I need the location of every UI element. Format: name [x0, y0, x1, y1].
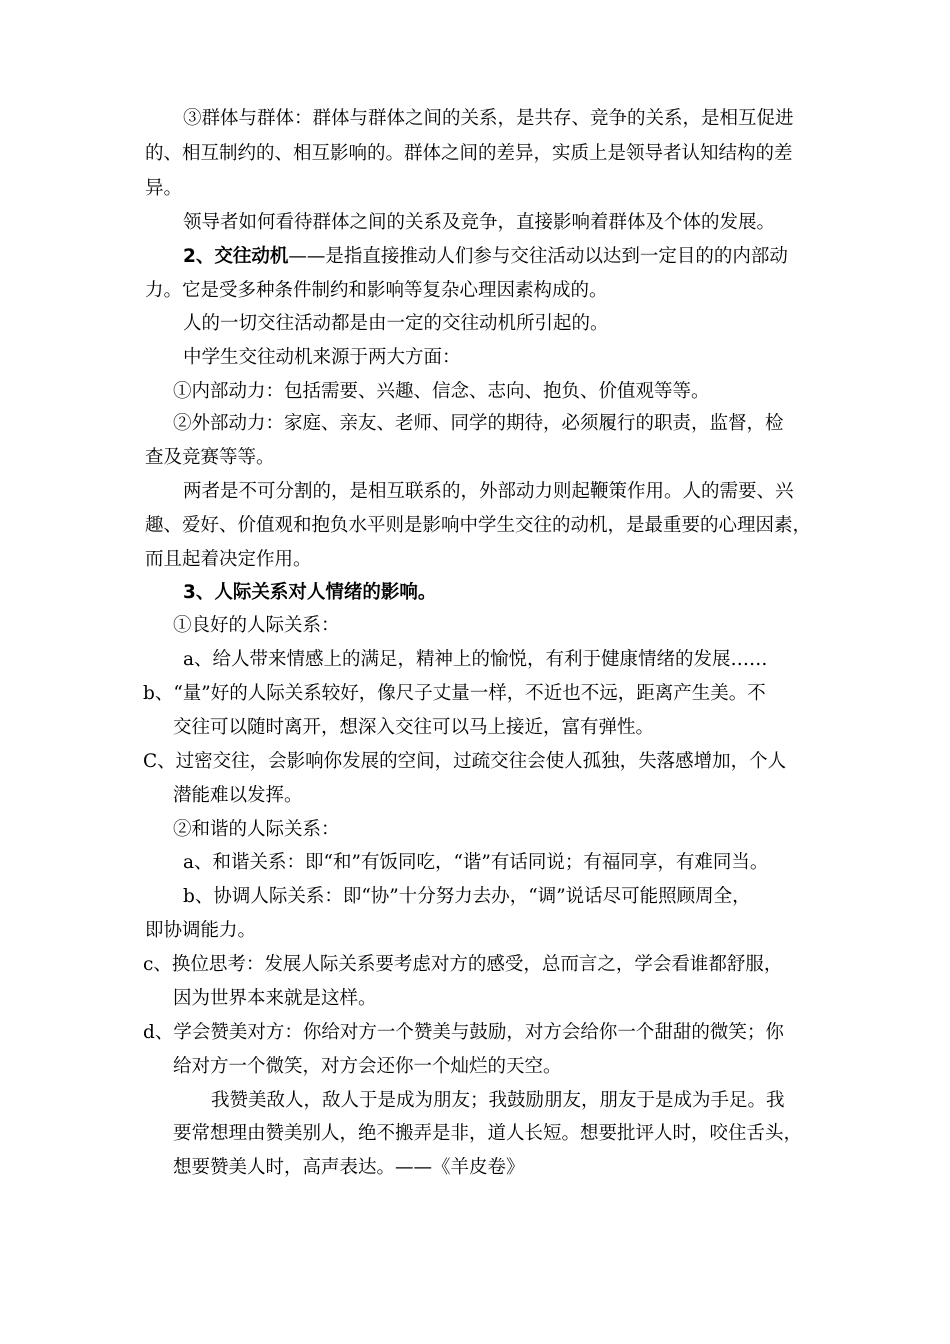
- subheading-line: ②和谐的人际关系：: [173, 819, 340, 840]
- paragraph-line: 而且起着决定作用。: [145, 549, 312, 570]
- paragraph-line: 趣、爱好、价值观和抱负水平则是影响中学生交往的动机，是最重要的心理因素，: [145, 515, 812, 536]
- paragraph-line: 人的一切交往活动都是由一定的交往动机所引起的。: [183, 313, 609, 334]
- paragraph-line: ②外部动力：家庭、亲友、老师、同学的期待，必须履行的职责，监督，检: [173, 413, 784, 434]
- list-item: d、学会赞美对方：你给对方一个赞美与鼓励，对方会给你一个甜甜的微笑；你: [143, 1022, 784, 1043]
- heading-definition: ——是指直接推动人们参与交往活动以达到一定目的的内部动: [288, 246, 788, 267]
- list-item-continuation: 因为世界本来就是这样。: [173, 988, 377, 1009]
- list-item: a、和谐关系：即“和”有饭同吃，“谐”有话同说；有福同享，有难同当。: [183, 852, 769, 873]
- paragraph-line: 的、相互制约的、相互影响的。群体之间的差异，实质上是领导者认知结构的差: [145, 143, 793, 164]
- section-heading: 3、人际关系对人情绪的影响。: [183, 582, 437, 603]
- paragraph-line: ①内部动力：包括需要、兴趣、信念、志向、抱负、价值观等等。: [173, 381, 710, 402]
- paragraph-line: 两者是不可分割的，是相互联系的，外部动力则起鞭策作用。人的需要、兴: [183, 481, 794, 502]
- paragraph-line: 中学生交往动机来源于两大方面：: [183, 347, 461, 368]
- subheading-line: ①良好的人际关系：: [173, 615, 340, 636]
- paragraph-line: 力。它是受多种条件制约和影响等复杂心理因素构成的。: [145, 280, 608, 301]
- quote-line: 想要赞美人时，高声表达。——《羊皮卷》: [173, 1157, 525, 1178]
- list-item-continuation: 潜能难以发挥。: [173, 785, 303, 806]
- list-item: a、给人带来情感上的满足，精神上的愉悦，有利于健康情绪的发展……: [183, 649, 768, 670]
- list-item: b、协调人际关系：即“协”十分努力去办，“调”说话尽可能照顾周全，: [183, 886, 751, 907]
- quote-line: 要常想理由赞美别人，绝不搬弄是非，道人长短。想要批评人时，咬住舌头，: [173, 1123, 803, 1144]
- list-item: b、“量”好的人际关系较好，像尺子丈量一样，不近也不远，距离产生美。不: [143, 683, 766, 704]
- list-item-continuation: 给对方一个微笑，对方会还你一个灿烂的天空。: [173, 1056, 562, 1077]
- paragraph-line: 领导者如何看待群体之间的关系及竞争，直接影响着群体及个体的发展。: [183, 212, 776, 233]
- list-item-continuation: 即协调能力。: [145, 920, 257, 941]
- list-item-continuation: 交往可以随时离开，想深入交往可以马上接近，富有弹性。: [173, 717, 655, 738]
- section-heading-line: [183, 248, 788, 267]
- list-item: C、过密交往，会影响你发展的空间，过疏交往会使人孤独，失落感增加，个人: [143, 751, 787, 772]
- paragraph-line: 查及竞赛等等。: [145, 447, 275, 468]
- quote-line: 我赞美敌人，敌人于是成为朋友；我鼓励朋友，朋友于是成为手足。我: [211, 1090, 785, 1111]
- paragraph-line: ③群体与群体：群体与群体之间的关系，是共存、竞争的关系，是相互促进: [183, 108, 794, 129]
- section-heading: 2、交往动机: [183, 246, 289, 267]
- list-item: c、换位思考：发展人际关系要考虑对方的感受，总而言之，学会看谁都舒服，: [143, 954, 783, 975]
- paragraph-line: 异。: [145, 178, 183, 199]
